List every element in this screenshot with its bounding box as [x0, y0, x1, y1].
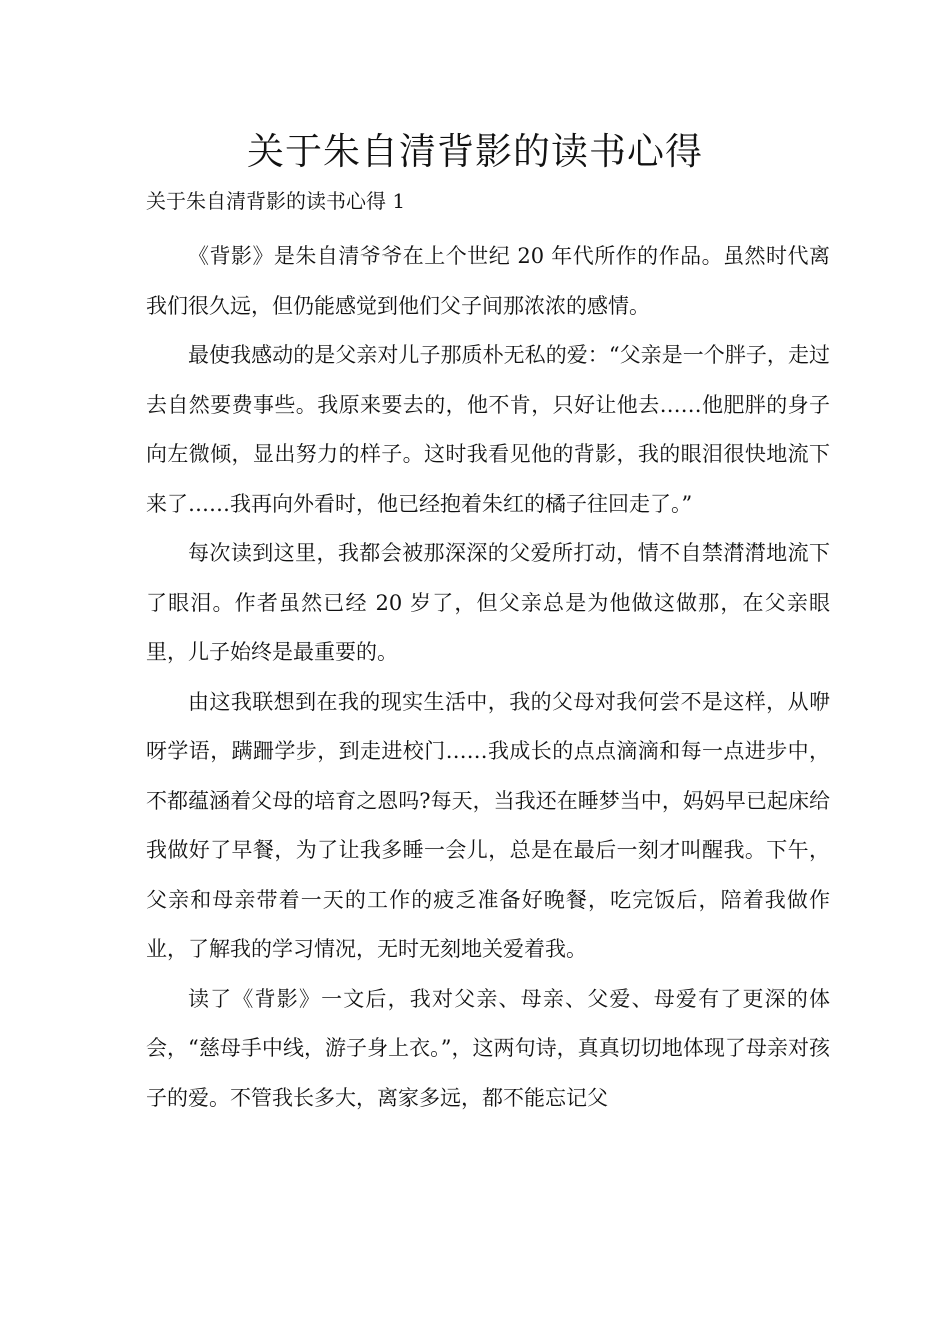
- document-title: 关于朱自清背影的读书心得: [247, 130, 703, 173]
- paragraph-5: 读了《背影》一文后，我对父亲、母亲、父爱、母爱有了更深的体会，“慈母手中线，游子身上衣。”，这两句诗，真真切切地体现了母亲对孩子的爱。不管我长多大，离家多远，都不能忘记父: [146, 986, 830, 1110]
- document-body: [146, 232, 830, 1123]
- paragraph-3: 每次读到这里，我都会被那深深的父爱所打动，情不自禁潸潸地流下了眼泪。作者虽然已经 20 岁了，但父亲总是为他做这做那，在父亲眼里，儿子始终是最重要的。: [146, 541, 830, 664]
- paragraph-1: 《背影》是朱自清爷爷在上个世纪 20 年代所作的作品。虽然时代离我们很久远，但仍能感觉到他们父子间那浓浓的感情。: [146, 244, 830, 318]
- paragraph-2: 最使我感动的是父亲对儿子那质朴无私的爱：“父亲是一个胖子，走过去自然要费事些。我原来要去的，他不肯，只好让他去……他肥胖的身子向左微倾，显出努力的样子。这时我看见他的背影，我的眼泪很快地流下来了……我再向外看时，他已经抱着朱红的橘子往回走了。”: [146, 343, 830, 516]
- paragraph-4: 由这我联想到在我的现实生活中，我的父母对我何尝不是这样，从咿呀学语，蹒跚学步，到走进校门……我成长的点点滴滴和每一点进步中，不都蕴涵着父母的培育之恩吗?每天，当我还在睡梦当中，妈妈早已起床给我做好了早餐，为了让我多睡一会儿，总是在最后一刻才叫醒我。下午，父亲和母亲带着一天的工作的疲乏准备好晚餐，吃完饭后，陪着我做作业，了解我的学习情况，无时无刻地关爱着我。: [146, 689, 830, 961]
- document-subtitle: 关于朱自清背影的读书心得 1: [146, 189, 406, 213]
